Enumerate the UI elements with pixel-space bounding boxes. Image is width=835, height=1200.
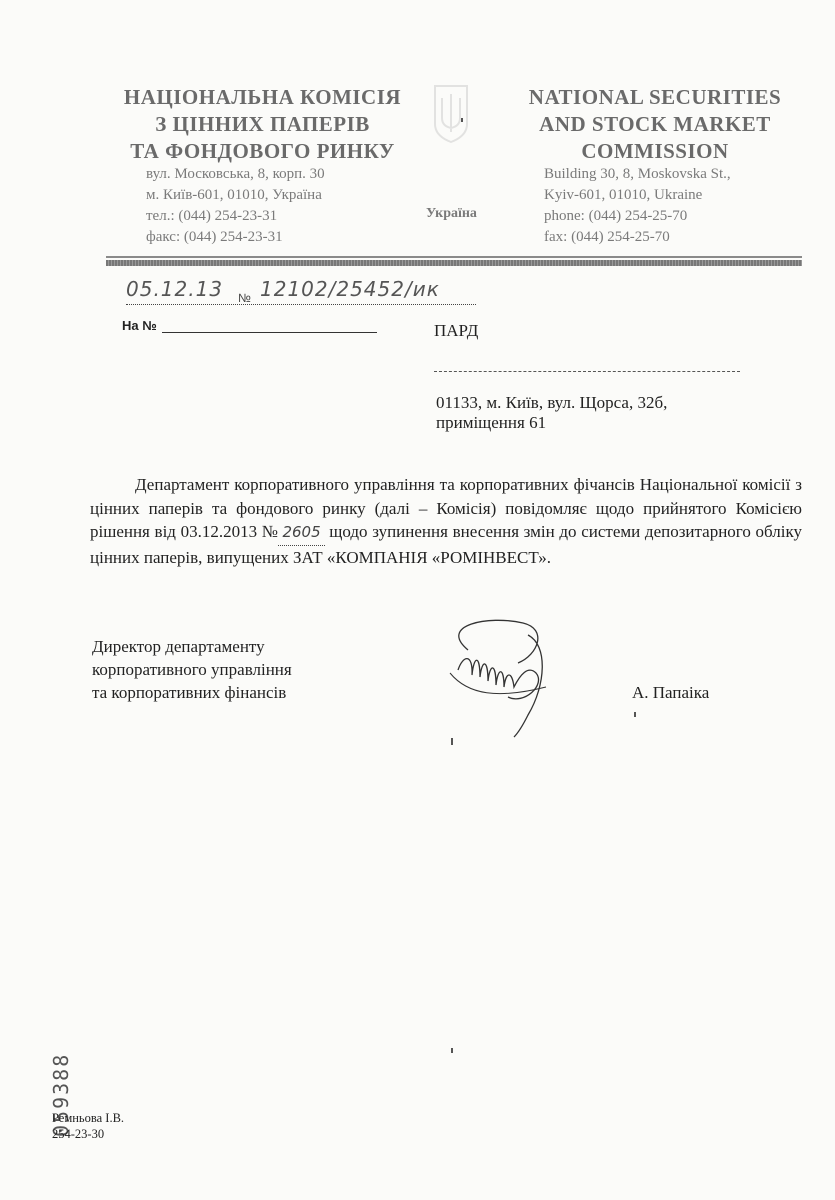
country-label: Україна	[426, 206, 477, 221]
registration-no-label: №	[238, 291, 251, 305]
executor-name: Ремньова І.В.	[52, 1111, 125, 1125]
address-ua-phone: тел.: (044) 254-23-31	[146, 208, 278, 224]
address-ua-city: м. Київ-601, 01010, Україна	[146, 187, 322, 203]
position-line3: та корпоративних фінансів	[92, 683, 287, 702]
scan-speck	[451, 738, 453, 745]
letter-body	[90, 473, 802, 569]
letterhead-ua	[110, 84, 415, 165]
registration-stamp-number: 059388	[49, 1052, 73, 1137]
handwritten-signature	[428, 615, 568, 745]
trident-emblem-icon	[432, 84, 470, 149]
recipient-dash-line	[434, 370, 740, 372]
executor-info	[52, 1110, 124, 1142]
header-rule-thick	[106, 260, 802, 266]
recipient-address-line2: приміщення 61	[436, 413, 547, 432]
recipient-address-line1: 01133, м. Київ, вул. Щорса, 32б,	[436, 393, 668, 412]
address-ua-fax: факс: (044) 254-23-31	[146, 229, 283, 245]
body-text-after: щодо зупинення внесення змін до системи депозитарного обліку цінних паперів, випущених ЗАТ «КОМПАНІЯ «РОМІНВЕСТ».	[90, 522, 802, 567]
scan-speck	[634, 712, 636, 717]
org-name-en-line2: AND STOCK MARKET	[539, 112, 771, 136]
address-en-city: Kyiv-601, 01010, Ukraine	[544, 187, 703, 203]
org-name-ua-line1: НАЦІОНАЛЬНА КОМІСІЯ	[123, 85, 402, 109]
recipient-name: ПАРД	[434, 321, 479, 340]
position-line1: Директор департаменту	[92, 637, 265, 656]
address-en-street: Building 30, 8, Moskovska St.,	[544, 166, 731, 182]
body-text-before: Департамент корпоративного управління та корпоративних фічансів Національної комісії з цінних паперів та фондового ринку (далі – Комісія) повідомляє щодо прийнятого Комісією рішення від 03.12.2013 №	[90, 475, 802, 541]
address-en-fax: fax: (044) 254-25-70	[544, 229, 670, 245]
scan-speck	[451, 1048, 453, 1053]
address-en	[544, 164, 784, 248]
registration-number: 12102/25452/ик	[260, 277, 440, 301]
registration-date: 05.12.13	[126, 277, 224, 301]
address-ua-street: вул. Московська, 8, корп. 30	[146, 166, 325, 182]
executor-phone: 254-23-30	[52, 1127, 105, 1141]
decision-number: 2605	[278, 521, 324, 546]
org-name-ua-line3: ТА ФОНДОВОГО РИНКУ	[130, 139, 395, 163]
address-en-phone: phone: (044) 254-25-70	[544, 208, 688, 224]
scan-speck	[461, 118, 463, 122]
reply-to-label: На №	[122, 318, 157, 333]
reply-to-line	[162, 331, 377, 333]
signature-position	[92, 635, 292, 704]
position-line2: корпоративного управління	[92, 660, 292, 679]
address-ua	[146, 164, 386, 248]
org-name-en-line3: COMMISSION	[581, 139, 729, 163]
header-rule-thin	[106, 256, 802, 258]
signer-name: А. Папаіка	[632, 683, 710, 702]
org-name-ua-line2: З ЦІННИХ ПАПЕРІВ	[155, 112, 370, 136]
registration-underline	[126, 303, 476, 305]
org-name-en-line1: NATIONAL SECURITIES	[528, 85, 782, 109]
letterhead-en	[510, 84, 800, 165]
